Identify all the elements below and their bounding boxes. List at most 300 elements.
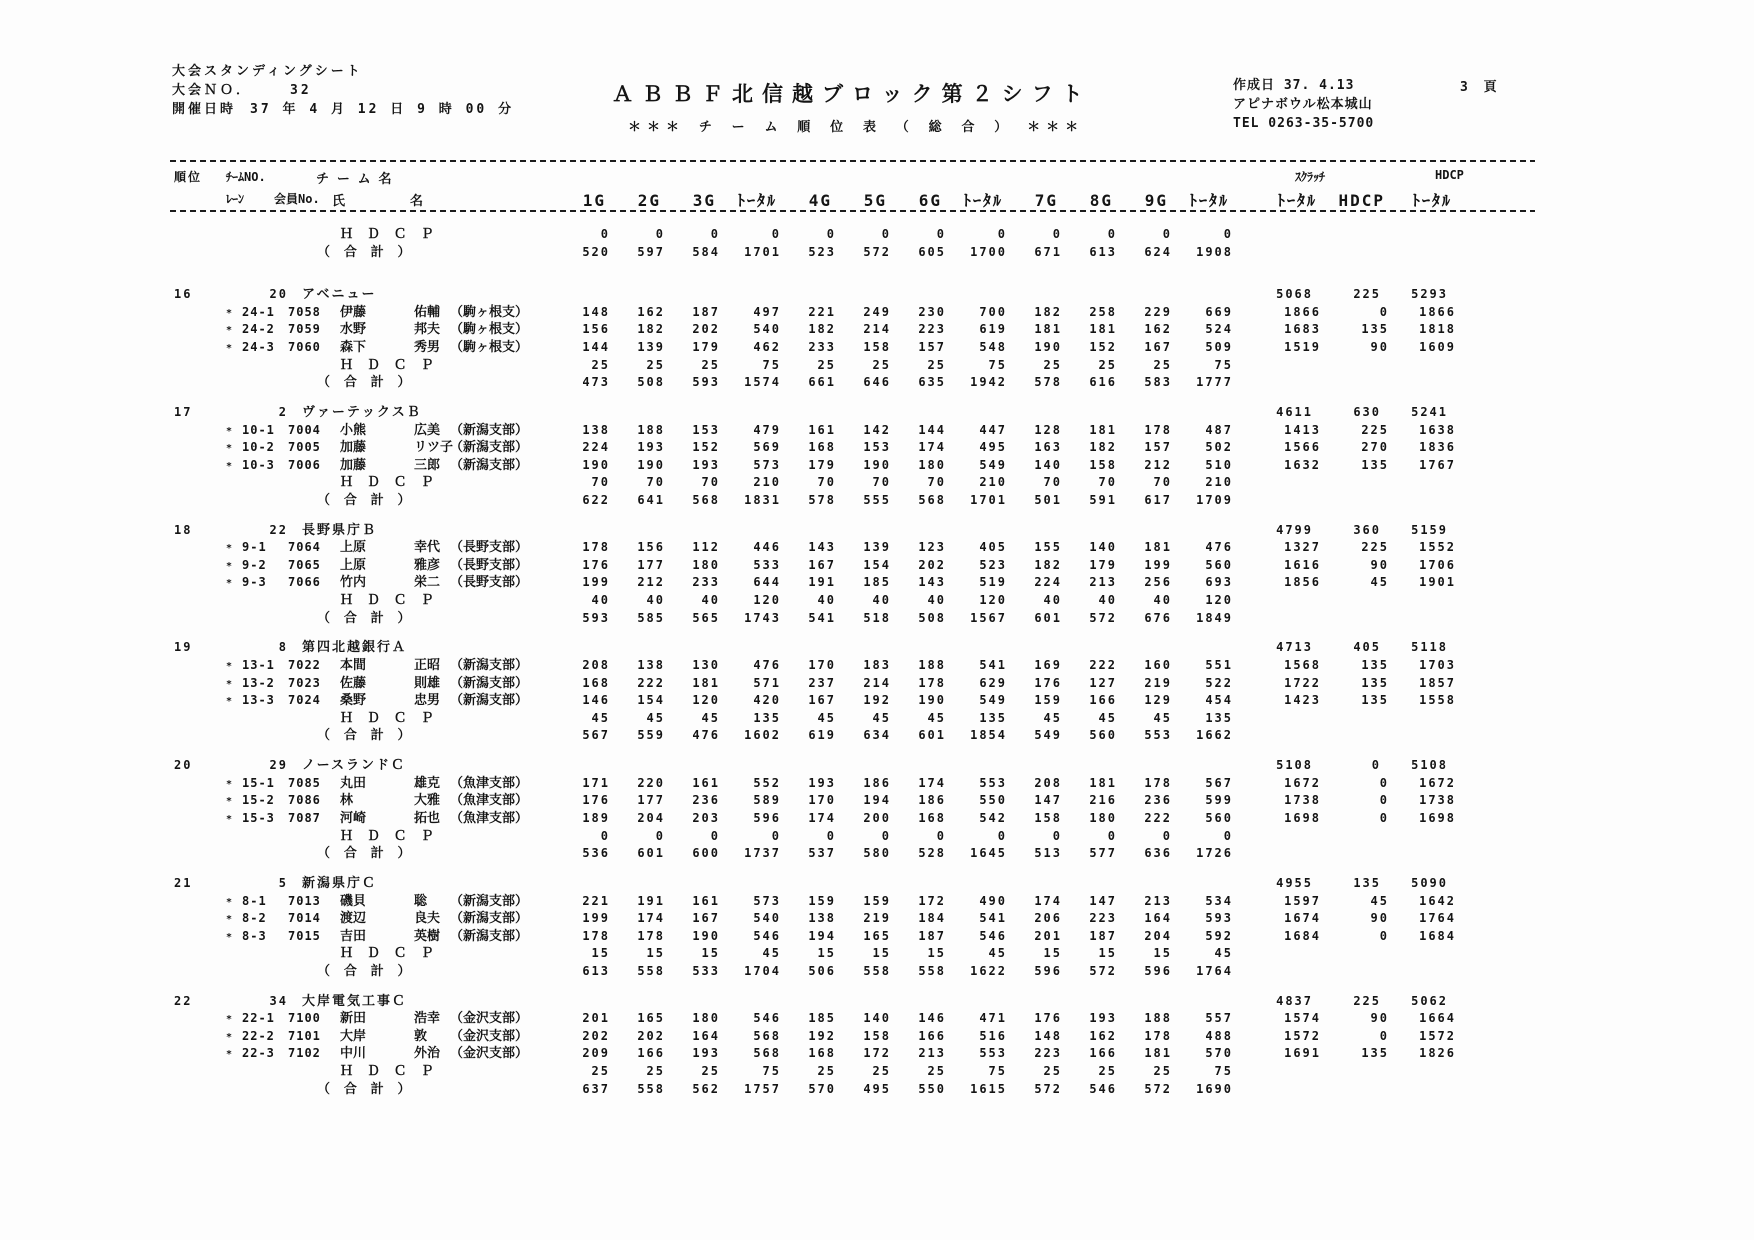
game-cell: 164 — [1144, 911, 1172, 926]
hdcp-cell: 405 — [1353, 640, 1381, 655]
game-cell: 158 — [863, 1028, 891, 1043]
col-total2-header: ﾄｰﾀﾙ — [962, 191, 1003, 210]
hdcp-row-label: Ｈ Ｄ Ｃ Ｐ — [340, 475, 437, 491]
lane-cell: 9-1 — [242, 540, 267, 555]
member-no-cell: 7101 — [288, 1028, 321, 1043]
lane-cell: 22-3 — [242, 1046, 275, 1061]
hdcp-cell: 0 — [1379, 928, 1389, 943]
col-hdcp-over-header: HDCP — [1435, 168, 1464, 182]
member-no-cell: 7064 — [288, 540, 321, 555]
branch-cell: （新潟支部） — [450, 440, 529, 456]
series-total-cell: 120 — [753, 593, 781, 608]
teams-container — [170, 283, 1535, 1095]
game-cell: 186 — [863, 775, 891, 790]
series-total-cell: 568 — [753, 1046, 781, 1061]
game-cell: 230 — [918, 304, 946, 319]
lane-cell: 24-1 — [242, 304, 275, 319]
series-total-cell: 540 — [753, 911, 781, 926]
game-cell: 25 — [927, 357, 946, 372]
game-cell: 174 — [918, 775, 946, 790]
game-cell: 178 — [582, 540, 610, 555]
game-cell: 619 — [808, 728, 836, 743]
sum-row-label: （ 合 計 ） — [317, 375, 414, 391]
member-no-cell: 7066 — [288, 575, 321, 590]
series-total-cell: 0 — [771, 227, 781, 241]
game-cell: 40 — [1043, 593, 1062, 608]
col-teamno-header: ﾁｰﾑNO. — [226, 170, 266, 184]
game-cell: 550 — [918, 1081, 946, 1096]
member-row — [170, 336, 1535, 354]
lane-cell: 15-1 — [242, 775, 275, 790]
entry-mark-cell: * — [226, 796, 233, 808]
game-cell: 45 — [927, 710, 946, 725]
team-header-row — [170, 872, 1535, 890]
game-cell: 208 — [582, 658, 610, 673]
series-total-cell: 1757 — [744, 1081, 781, 1096]
member-name-cell — [340, 301, 450, 320]
series-total-cell: 75 — [762, 1064, 781, 1079]
hdcp-total-cell: 1818 — [1419, 322, 1456, 337]
hdcp-cell: 45 — [1370, 575, 1389, 590]
member-name-cell — [340, 436, 454, 456]
game-cell: 25 — [1098, 1064, 1117, 1079]
given-name-cell: 正昭 — [414, 658, 441, 674]
game-cell: 190 — [918, 693, 946, 708]
scratch-total-cell: 4713 — [1276, 640, 1313, 655]
branch-cell: （新潟支部） — [450, 893, 529, 909]
game-cell: 601 — [918, 728, 946, 743]
col-4g-header: 4G — [808, 191, 832, 210]
game-cell: 70 — [701, 475, 720, 490]
game-cell: 188 — [1144, 1011, 1172, 1026]
game-cell: 167 — [808, 693, 836, 708]
game-cell: 140 — [1089, 540, 1117, 555]
game-cell: 536 — [582, 846, 610, 861]
hdcp-total-cell: 1857 — [1419, 675, 1456, 690]
surname-cell: 中川 — [340, 1046, 367, 1062]
member-name-cell — [340, 654, 450, 673]
member-row — [170, 925, 1535, 943]
game-cell: 15 — [1043, 946, 1062, 961]
entry-mark-cell: * — [226, 914, 233, 926]
game-cell: 200 — [863, 810, 891, 825]
game-cell: 45 — [1098, 710, 1117, 725]
series-total-cell: 0 — [771, 828, 781, 843]
game-cell: 506 — [808, 963, 836, 978]
game-cell: 190 — [582, 457, 610, 472]
given-name-cell: リツ子 — [414, 440, 454, 456]
game-cell: 25 — [701, 1064, 720, 1079]
game-cell: 194 — [863, 793, 891, 808]
game-cell: 0 — [826, 828, 836, 843]
game-cell: 636 — [1144, 846, 1172, 861]
game-cell: 130 — [692, 658, 720, 673]
game-cell: 513 — [1034, 846, 1062, 861]
series-total-cell: 550 — [979, 793, 1007, 808]
game-cell: 528 — [918, 846, 946, 861]
hdcp-total-cell: 5293 — [1411, 287, 1448, 302]
game-cell: 180 — [692, 1011, 720, 1026]
game-cell: 166 — [637, 1046, 665, 1061]
game-cell: 163 — [1034, 440, 1062, 455]
series-total-cell: 405 — [979, 540, 1007, 555]
game-cell: 120 — [692, 693, 720, 708]
lane-cell: 8-2 — [242, 911, 267, 926]
member-row — [170, 689, 1535, 707]
game-cell: 180 — [1089, 810, 1117, 825]
series-total-cell: 599 — [1205, 793, 1233, 808]
series-total-cell: 1908 — [1196, 244, 1233, 259]
game-cell: 40 — [591, 593, 610, 608]
game-cell: 166 — [918, 1028, 946, 1043]
scratch-total-cell: 1572 — [1284, 1028, 1321, 1043]
game-cell: 146 — [918, 1011, 946, 1026]
game-cell: 190 — [637, 457, 665, 472]
series-total-cell: 45 — [762, 946, 781, 961]
series-total-cell: 589 — [753, 793, 781, 808]
col-scratch-over-header: ｽｸﾗｯﾁ — [1295, 170, 1326, 184]
game-cell: 233 — [692, 575, 720, 590]
game-cell: 165 — [863, 928, 891, 943]
member-name-cell — [340, 1007, 450, 1026]
hdcp-row-label: Ｈ Ｄ Ｃ Ｐ — [340, 828, 437, 844]
surname-cell: 磯貝 — [340, 893, 367, 909]
hdcp-total-cell: 5108 — [1411, 758, 1448, 773]
series-total-cell: 546 — [753, 1011, 781, 1026]
game-cell: 191 — [808, 575, 836, 590]
game-cell: 172 — [863, 1046, 891, 1061]
game-cell: 70 — [1153, 475, 1172, 490]
game-cell: 201 — [1034, 928, 1062, 943]
entry-mark-cell: * — [226, 578, 233, 590]
hdcp-row — [170, 589, 1535, 607]
member-row — [170, 301, 1535, 319]
game-cell: 572 — [1089, 963, 1117, 978]
game-cell: 190 — [1034, 339, 1062, 354]
team-no-cell: 20 — [269, 287, 288, 302]
hdcp-total-cell: 5090 — [1411, 875, 1448, 890]
branch-cell: （新潟支部） — [450, 928, 529, 944]
entry-mark-cell: * — [226, 678, 233, 690]
team-block — [170, 519, 1535, 625]
game-cell: 25 — [1153, 357, 1172, 372]
member-row — [170, 1042, 1535, 1060]
game-cell: 258 — [1089, 304, 1117, 319]
branch-cell: （金沢支部） — [450, 1011, 529, 1027]
hdcp-total-cell: 1706 — [1419, 557, 1456, 572]
hdcp-cell: 135 — [1361, 675, 1389, 690]
game-cell: 568 — [918, 492, 946, 507]
series-total-cell: 1737 — [744, 846, 781, 861]
hdcp-row-label: Ｈ Ｄ Ｃ Ｐ — [340, 946, 437, 962]
sum-row — [170, 607, 1535, 625]
hdcp-cell: 90 — [1370, 557, 1389, 572]
game-cell: 169 — [1034, 658, 1062, 673]
game-cell: 70 — [1098, 475, 1117, 490]
game-cell: 0 — [881, 227, 891, 241]
game-cell: 613 — [1089, 244, 1117, 259]
series-total-cell: 1690 — [1196, 1081, 1233, 1096]
entry-mark-cell: * — [226, 325, 233, 337]
game-cell: 25 — [927, 1064, 946, 1079]
game-cell: 181 — [1089, 422, 1117, 437]
sum-row — [170, 489, 1535, 507]
series-total-cell: 1700 — [970, 244, 1007, 259]
member-no-cell: 7060 — [288, 339, 321, 354]
game-cell: 112 — [692, 540, 720, 555]
sum-row-label: （ 合 計 ） — [317, 610, 414, 626]
branch-cell: （金沢支部） — [450, 1046, 529, 1062]
table-header-row2 — [170, 188, 1535, 211]
series-total-cell: 593 — [1205, 911, 1233, 926]
col-7g-header: 7G — [1034, 191, 1058, 210]
series-total-cell: 479 — [753, 422, 781, 437]
game-cell: 15 — [927, 946, 946, 961]
tournament-no-line — [172, 81, 514, 100]
game-cell: 45 — [817, 710, 836, 725]
game-cell: 495 — [863, 1081, 891, 1096]
series-total-cell: 476 — [753, 658, 781, 673]
game-cell: 15 — [701, 946, 720, 961]
game-cell: 596 — [1144, 963, 1172, 978]
game-cell: 180 — [918, 457, 946, 472]
branch-cell: （長野支部） — [450, 557, 529, 573]
hdcp-cell: 630 — [1353, 404, 1381, 419]
series-total-cell: 522 — [1205, 675, 1233, 690]
team-name-cell: 第四北越銀行Ａ — [302, 640, 408, 656]
series-total-cell: 495 — [979, 440, 1007, 455]
member-name-cell — [340, 925, 450, 944]
game-cell: 203 — [692, 810, 720, 825]
game-cell: 476 — [692, 728, 720, 743]
hdcp-row — [170, 707, 1535, 725]
game-cell: 182 — [1034, 304, 1062, 319]
game-cell: 219 — [1144, 675, 1172, 690]
given-name-cell: 雅彦 — [414, 557, 441, 573]
game-cell: 156 — [582, 322, 610, 337]
entry-mark-cell: * — [226, 1049, 233, 1061]
member-name-cell — [340, 571, 450, 590]
series-total-cell: 1701 — [970, 492, 1007, 507]
game-cell: 577 — [1089, 846, 1117, 861]
game-cell: 0 — [655, 227, 665, 241]
game-cell: 158 — [863, 339, 891, 354]
game-cell: 45 — [1153, 710, 1172, 725]
game-cell: 194 — [808, 928, 836, 943]
given-name-cell: 広美 — [414, 422, 441, 438]
game-cell: 40 — [646, 593, 665, 608]
hdcp-row — [170, 1060, 1535, 1078]
hdcp-cell: 0 — [1379, 775, 1389, 790]
series-total-cell: 1615 — [970, 1081, 1007, 1096]
series-total-cell: 644 — [753, 575, 781, 590]
game-cell: 249 — [863, 304, 891, 319]
game-cell: 0 — [1107, 828, 1117, 843]
branch-cell: （魚津支部） — [450, 775, 529, 791]
game-cell: 671 — [1034, 244, 1062, 259]
series-total-cell: 629 — [979, 675, 1007, 690]
member-no-cell: 7087 — [288, 810, 321, 825]
hdcp-cell: 90 — [1370, 339, 1389, 354]
scratch-total-cell: 1413 — [1284, 422, 1321, 437]
game-cell: 229 — [1144, 304, 1172, 319]
given-name-cell: 佑輔 — [414, 304, 441, 320]
game-cell: 25 — [872, 357, 891, 372]
scratch-total-cell: 1574 — [1284, 1011, 1321, 1026]
hdcp-total-cell: 1764 — [1419, 911, 1456, 926]
game-cell: 187 — [1089, 928, 1117, 943]
tournament-no-value: 32 — [290, 83, 312, 98]
hdcp-total-cell: 1609 — [1419, 339, 1456, 354]
sum-row-label: （ 合 計 ） — [317, 963, 414, 979]
game-cell: 159 — [863, 893, 891, 908]
game-cell: 562 — [692, 1081, 720, 1096]
surname-cell: 吉田 — [340, 928, 367, 944]
game-cell: 641 — [637, 492, 665, 507]
game-cell: 168 — [582, 675, 610, 690]
rank-cell: 19 — [174, 640, 193, 655]
given-name-cell: 大雅 — [414, 793, 441, 809]
game-cell: 162 — [1089, 1028, 1117, 1043]
game-cell: 213 — [918, 1046, 946, 1061]
entry-mark-cell: * — [226, 1014, 233, 1026]
standing-table — [170, 160, 1535, 1095]
sum-row-label: （ 合 計 ） — [317, 846, 414, 862]
branch-cell: （魚津支部） — [450, 793, 529, 809]
game-cell: 181 — [692, 675, 720, 690]
team-header-row — [170, 636, 1535, 654]
game-cell: 25 — [817, 1064, 836, 1079]
game-cell: 170 — [808, 658, 836, 673]
game-cell: 585 — [637, 610, 665, 625]
hdcp-cell: 0 — [1379, 793, 1389, 808]
entry-mark-cell: * — [226, 543, 233, 555]
series-total-cell: 454 — [1205, 693, 1233, 708]
game-cell: 181 — [1034, 322, 1062, 337]
game-cell: 634 — [863, 728, 891, 743]
surname-cell: 丸田 — [340, 775, 367, 791]
series-total-cell: 596 — [753, 810, 781, 825]
entry-mark-cell: * — [226, 460, 233, 472]
game-cell: 180 — [692, 557, 720, 572]
series-total-cell: 462 — [753, 339, 781, 354]
series-total-cell: 569 — [753, 440, 781, 455]
series-total-cell: 490 — [979, 893, 1007, 908]
given-name-cell: 三郎 — [414, 457, 441, 473]
game-cell: 143 — [808, 540, 836, 555]
game-cell: 178 — [1144, 1028, 1172, 1043]
series-total-cell: 693 — [1205, 575, 1233, 590]
game-cell: 185 — [863, 575, 891, 590]
series-total-cell: 488 — [1205, 1028, 1233, 1043]
game-cell: 159 — [808, 893, 836, 908]
game-cell: 148 — [1034, 1028, 1062, 1043]
game-cell: 584 — [692, 244, 720, 259]
game-cell: 182 — [808, 322, 836, 337]
game-cell: 179 — [1089, 557, 1117, 572]
series-total-cell: 1743 — [744, 610, 781, 625]
series-total-cell: 446 — [753, 540, 781, 555]
series-total-cell: 0 — [1223, 227, 1233, 241]
game-cell: 191 — [637, 893, 665, 908]
game-cell: 596 — [1034, 963, 1062, 978]
series-total-cell: 1645 — [970, 846, 1007, 861]
surname-cell: 大岸 — [340, 1028, 367, 1044]
hdcp-row — [170, 471, 1535, 489]
series-total-cell: 1701 — [744, 244, 781, 259]
series-total-cell: 471 — [979, 1011, 1007, 1026]
game-cell: 176 — [1034, 1011, 1062, 1026]
game-cell: 223 — [1034, 1046, 1062, 1061]
team-block — [170, 636, 1535, 742]
surname-cell: 加藤 — [340, 440, 367, 456]
game-cell: 166 — [1089, 693, 1117, 708]
game-cell: 568 — [692, 492, 720, 507]
series-total-cell: 519 — [979, 575, 1007, 590]
sum-row-label: （ 合 計 ） — [317, 728, 414, 744]
game-cell: 193 — [808, 775, 836, 790]
given-name-cell: 聡 — [414, 893, 428, 909]
entry-mark-cell: * — [226, 425, 233, 437]
member-no-cell: 7005 — [288, 440, 321, 455]
surname-cell: 桑野 — [340, 693, 367, 709]
game-cell: 193 — [1089, 1011, 1117, 1026]
game-cell: 185 — [808, 1011, 836, 1026]
game-cell: 209 — [582, 1046, 610, 1061]
series-total-cell: 487 — [1205, 422, 1233, 437]
game-cell: 15 — [1098, 946, 1117, 961]
game-cell: 188 — [637, 422, 665, 437]
col-6g-header: 6G — [918, 191, 942, 210]
game-cell: 583 — [1144, 375, 1172, 390]
game-cell: 201 — [582, 1011, 610, 1026]
hdcp-row — [170, 825, 1535, 843]
surname-cell: 森下 — [340, 339, 367, 355]
hdcp-cell: 135 — [1361, 693, 1389, 708]
hdcp-cell: 135 — [1361, 457, 1389, 472]
branch-cell: （駒ヶ根支） — [450, 322, 529, 338]
sheet-title: 大会スタンディングシート — [172, 64, 363, 79]
game-cell: 601 — [637, 846, 665, 861]
team-no-cell: 22 — [269, 522, 288, 537]
given-name-cell: 幸代 — [414, 540, 441, 556]
member-row — [170, 789, 1535, 807]
sum-row-label: （ 合 計 ） — [317, 1081, 414, 1097]
given-name-cell: 雄克 — [414, 775, 441, 791]
game-cell: 176 — [582, 793, 610, 808]
series-total-cell: 75 — [762, 357, 781, 372]
surname-cell: 竹内 — [340, 575, 367, 591]
game-cell: 181 — [1089, 322, 1117, 337]
game-cell: 156 — [637, 540, 665, 555]
given-name-cell: 英樹 — [414, 928, 441, 944]
game-cell: 572 — [1089, 610, 1117, 625]
series-total-cell: 546 — [979, 928, 1007, 943]
game-cell: 601 — [1034, 610, 1062, 625]
game-cell: 600 — [692, 846, 720, 861]
game-cell: 541 — [808, 610, 836, 625]
game-cell: 508 — [918, 610, 946, 625]
scratch-total-cell: 5068 — [1276, 287, 1313, 302]
sum-row — [170, 241, 1535, 259]
series-total-cell: 534 — [1205, 893, 1233, 908]
team-name-cell: 大岸電気工事Ｃ — [302, 993, 408, 1009]
game-cell: 139 — [637, 339, 665, 354]
scratch-total-cell: 4955 — [1276, 875, 1313, 890]
member-no-cell: 7015 — [288, 928, 321, 943]
game-cell: 138 — [582, 422, 610, 437]
series-total-cell: 523 — [979, 557, 1007, 572]
